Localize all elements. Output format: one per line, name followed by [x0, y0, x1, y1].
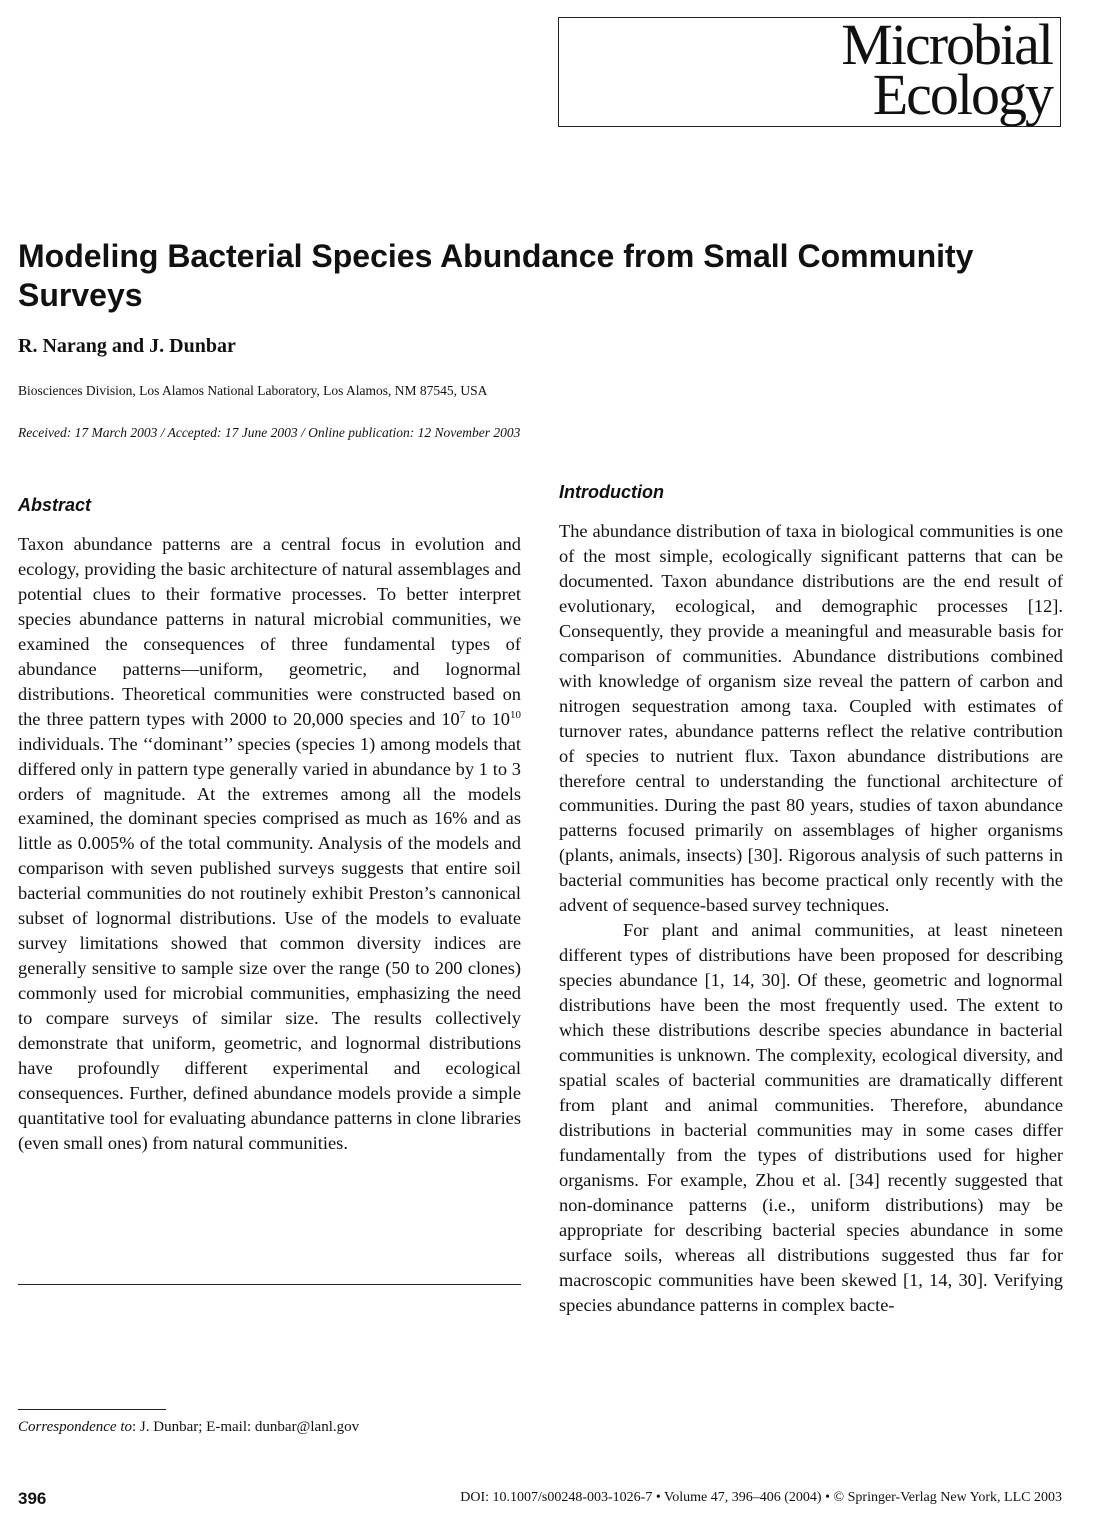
correspondence-label: Correspondence to [18, 1419, 133, 1435]
article-authors: R. Narang and J. Dunbar [18, 335, 236, 357]
abstract-text-a: Taxon abundance patterns are a central focus in evolution and ecology, providing the basic architecture of natural assemblages and potential clues to their formative processes. To better interpret species abundance patterns in natural microbial communities, we examined the consequences of three fundamental types of abundance patterns—uniform, geometric, and lognormal distributions. Theoretical communities were constructed based on the three pattern types with 2000 to 20,000 species and 10 [18, 534, 521, 729]
abstract-divider [18, 1284, 521, 1285]
journal-logo [558, 12, 1061, 127]
introduction-body [559, 519, 1063, 1318]
affiliation: Biosciences Division, Los Alamos National Laboratory, Los Alamos, NM 87545, USA [18, 383, 488, 398]
footnote-divider [18, 1409, 166, 1410]
abstract-body [18, 532, 521, 1156]
abstract-sup-b: 10 [510, 708, 521, 721]
journal-name [841, 12, 1052, 127]
introduction-heading: Introduction [559, 482, 664, 502]
correspondence-footnote [18, 1419, 359, 1436]
journal-name-line2: Ecology [872, 62, 1052, 127]
page-number: 396 [18, 1489, 47, 1508]
correspondence-text: : J. Dunbar; E-mail: dunbar@lanl.gov [132, 1419, 360, 1435]
intro-paragraph-1: The abundance distribution of taxa in biological communities is one of the most simple, ecologically significant patterns that can be documented. Taxon abundance distributions are the end result of evolutionary, ecological, and demographic processes [12]. Consequently, they provide a meaningful and measurable basis for comparison of communities. Abundance distributions combined with knowledge of organism size reveal the pattern of carbon and nitrogen sequestration among taxa. Coupled with estimates of turnover rates, abundance patterns reflect the relative contribution of species to nutrient flux. Taxon abundance distributions are therefore central to understanding the functional architecture of communities. During the past 80 years, studies of taxon abundance patterns focused primarily on assemblages of higher organisms (plants, animals, insects) [30]. Rigorous analysis of such patterns in bacterial communities has become practical only recently with the advent of sequence-based survey techniques. [559, 521, 1063, 916]
abstract-text [18, 532, 521, 1156]
abstract-heading: Abstract [18, 495, 92, 515]
doi-line: DOI: 10.1007/s00248-003-1026-7 • Volume 47, 396–406 (2004) • © Springer-Verlag New York, LLC 2003 [460, 1490, 1062, 1505]
intro-paragraph-2: For plant and animal communities, at least nineteen different types of distributions have been proposed for describing species abundance [1, 14, 30]. Of these, geometric and lognormal distributions have been the most frequently used. The extent to which these distributions describe species abundance in bacterial communities is unknown. The complexity, ecological diversity, and spatial scales of bacterial communities are dramatically different from plant and animal communities. Therefore, abundance distributions in bacterial communities may in some cases differ fundamentally from the types of distributions used for higher organisms. For example, Zhou et al. [34] recently suggested that non-dominance patterns (i.e., uniform distributions) may be appropriate for describing bacterial species abundance in some surface soils, whereas all distributions suggested thus far for macroscopic communities have been skewed [1, 14, 30]. Verifying species abundance patterns in complex bacte- [559, 920, 1063, 1315]
article-title: Modeling Bacterial Species Abundance from Small Community Surveys [18, 238, 974, 313]
abstract-sup-a: 7 [459, 708, 466, 721]
publication-dates: Received: 17 March 2003 / Accepted: 17 June 2003 / Online publication: 12 November 2003 [18, 425, 521, 440]
journal-name-line1: Microbial [841, 12, 1052, 77]
abstract-text-b: to 10 [465, 708, 510, 729]
abstract-text-c: individuals. The ‘‘dominant’’ species (species 1) among models that differed only in pattern type generally varied in abundance by 1 to 3 orders of magnitude. At the extremes among all the models examined, the dominant species comprised as much as 16% and as little as 0.005% of the total community. Analysis of the models and comparison with seven published surveys suggests that entire soil bacterial communities do not routinely exhibit Preston’s cannonical subset of lognormal distributions. Use of the models to evaluate survey limitations showed that common diversity indices are generally sensitive to sample size over the range (50 to 200 clones) commonly used for microbial communities, emphasizing the need to compare surveys of similar size. The results collectively demonstrate that uniform, geometric, and lognormal distributions have profoundly different experimental and ecological consequences. Further, defined abundance models provide a simple quantitative tool for evaluating abundance patterns in clone libraries (even small ones) from natural communities. [18, 733, 521, 1153]
